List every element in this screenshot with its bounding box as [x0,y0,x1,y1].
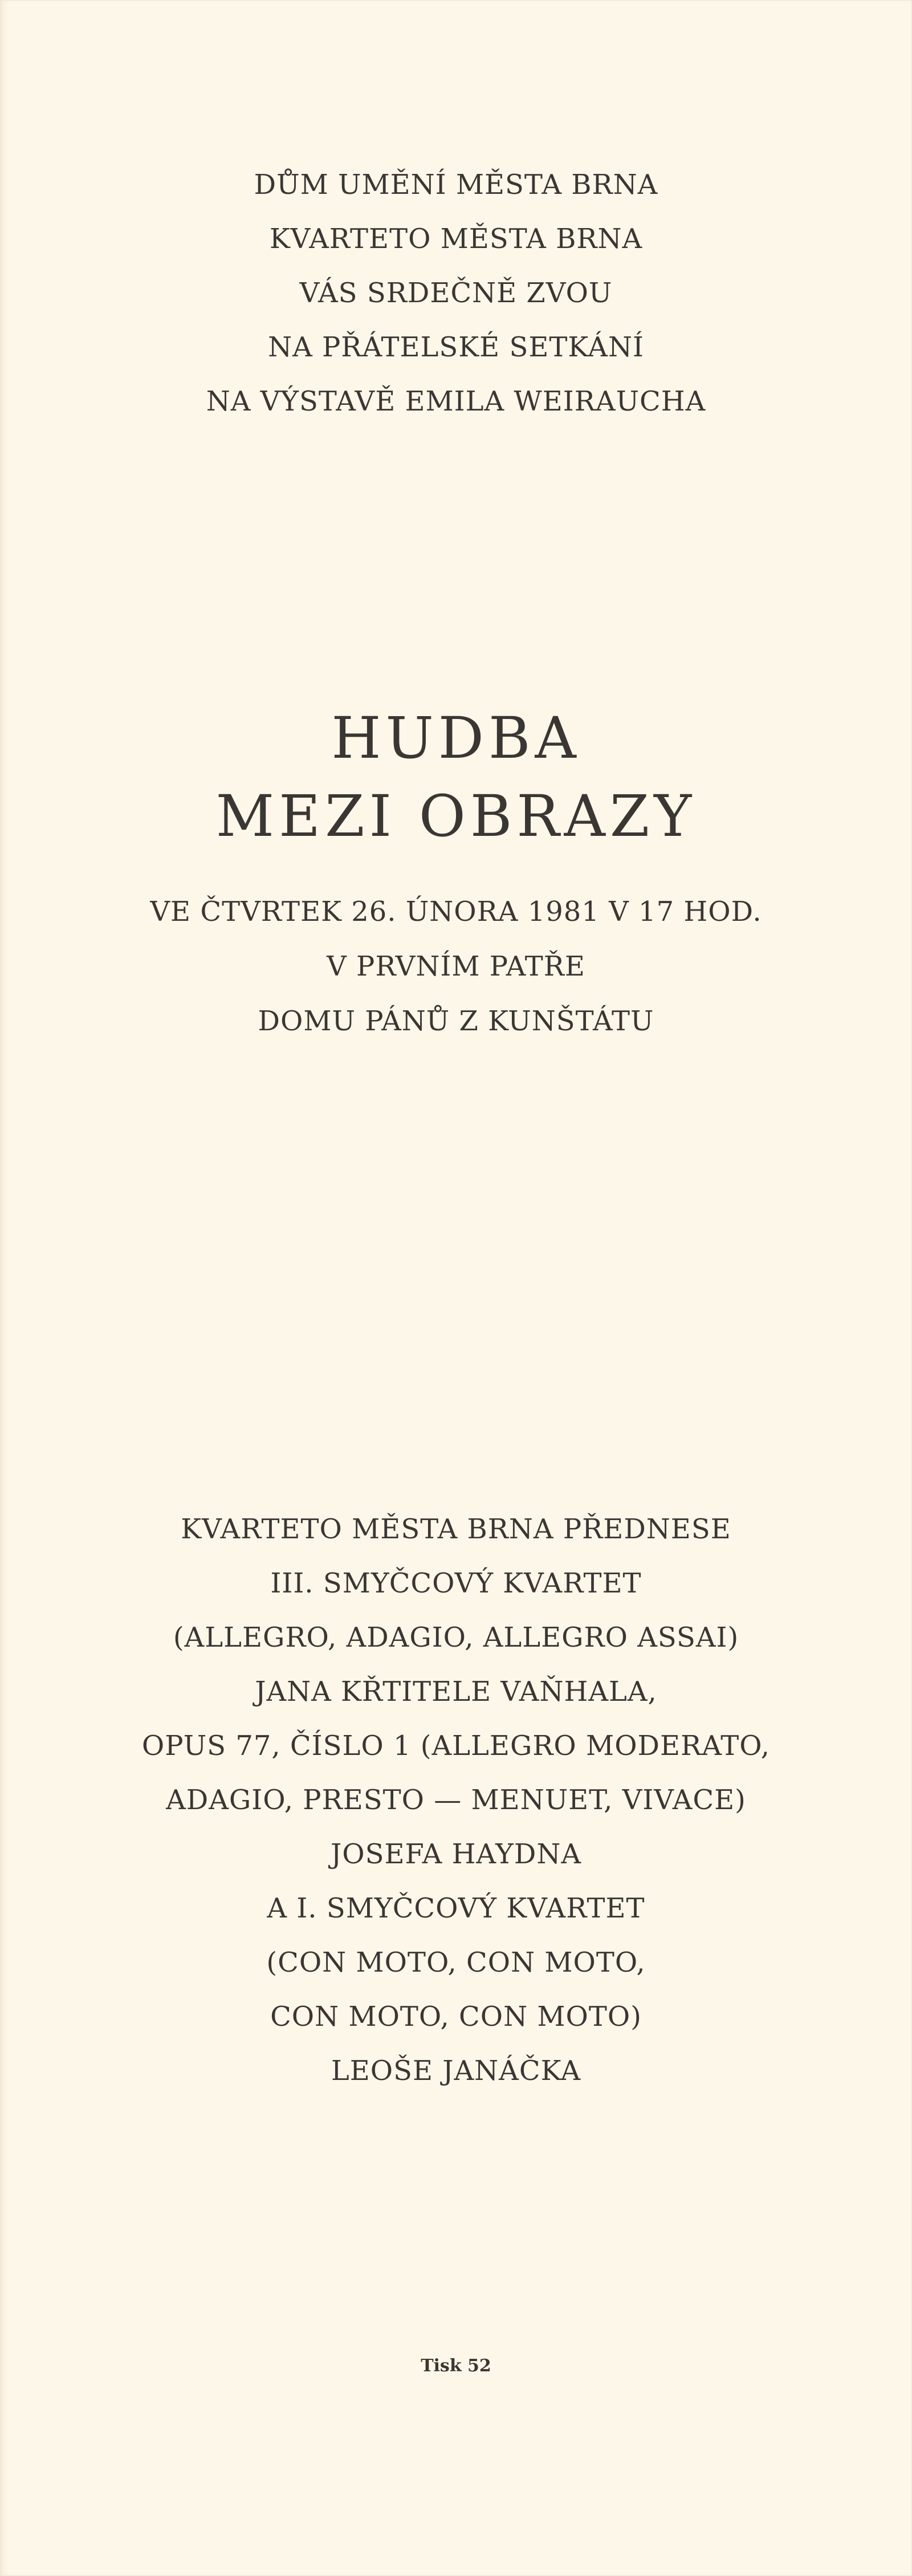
concert-program [0,1515,912,2111]
print-mark-text: Tisk 52 [421,2356,491,2376]
program-line: CON MOTO, CON MOTO) [270,2001,642,2033]
intro-line: NA VÝSTAVĚ EMILA WEIRAUCHA [206,385,706,417]
details-line: VE ČTVRTEK 26. ÚNORA 1981 V 17 HOD. [150,896,762,928]
program-line: (CON MOTO, CON MOTO, [266,1947,646,1978]
event-details [0,898,912,1062]
program-line: ADAGIO, PRESTO — MENUET, VIVACE) [166,1784,746,1816]
event-title [0,705,912,866]
title-line: MEZI OBRAZY [215,783,697,850]
details-line: DOMU PÁNŮ Z KUNŠTÁTU [258,1005,654,1037]
print-mark [0,2358,912,2375]
program-line: KVARTETO MĚSTA BRNA PŘEDNESE [181,1513,731,1545]
program-line: JANA KŘTITELE VAŇHALA, [255,1676,657,1708]
program-line: JOSEFA HAYDNA [331,1838,581,1870]
invitation-intro [0,171,912,442]
intro-line: NA PŘÁTELSKÉ SETKÁNÍ [268,331,644,363]
intro-line: DŮM UMĚNÍ MĚSTA BRNA [254,169,658,201]
program-line: (ALLEGRO, ADAGIO, ALLEGRO ASSAI) [173,1622,739,1653]
program-line: OPUS 77, ČÍSLO 1 (ALLEGRO MODERATO, [141,1730,771,1762]
details-line: V PRVNÍM PATŘE [327,950,585,982]
program-line: III. SMYČCOVÝ KVARTET [270,1567,642,1599]
intro-line: VÁS SRDEČNĚ ZVOU [299,277,613,309]
program-line: LEOŠE JANÁČKA [331,2055,581,2087]
title-line: HUDBA [331,705,581,771]
intro-line: KVARTETO MĚSTA BRNA [269,223,643,255]
program-line: A I. SMYČCOVÝ KVARTET [267,1892,645,1924]
